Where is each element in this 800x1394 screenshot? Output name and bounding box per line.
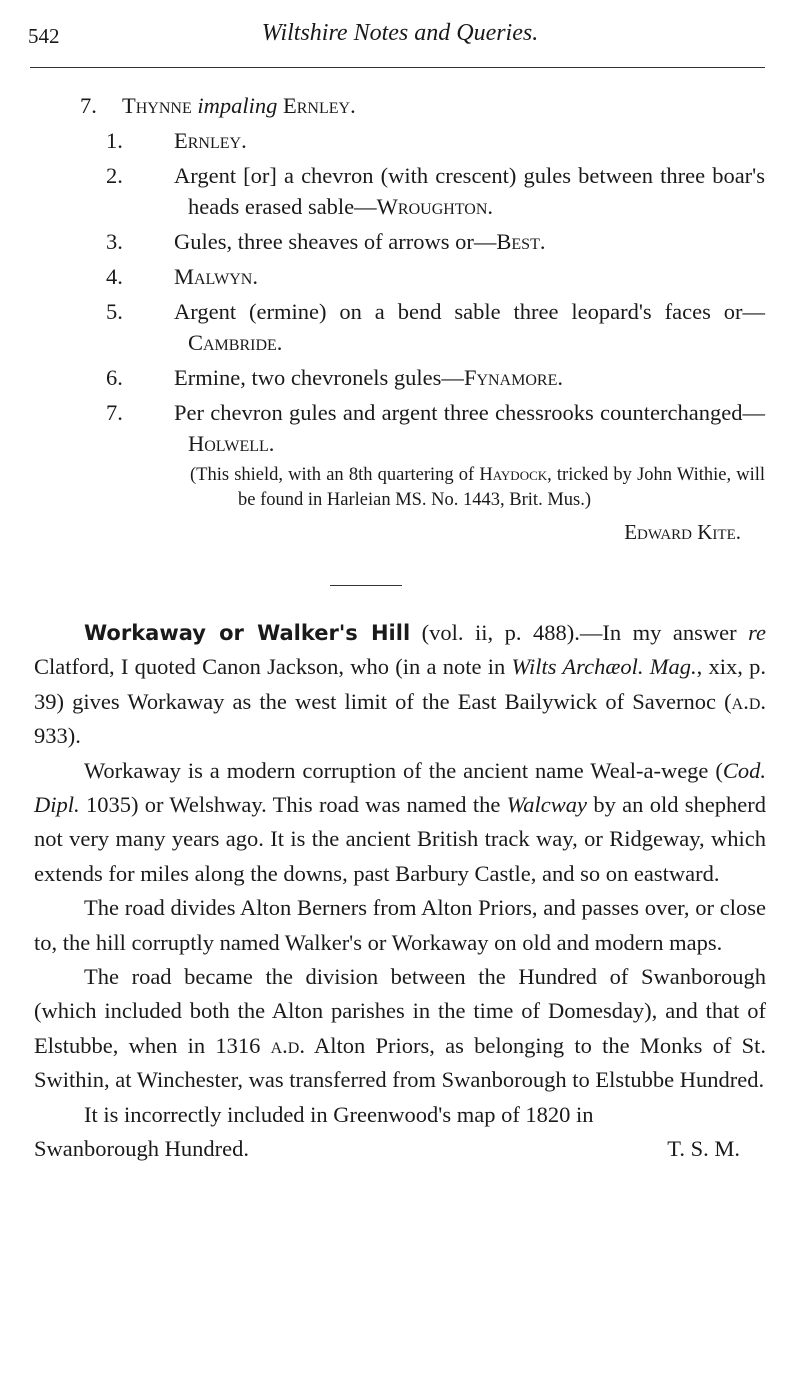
text-run: The road divides Alton Berners from Alton Priors, and passes over, or close to, the hill corruptly named Walker's or Workaway on old and modern maps. [34,895,766,955]
text-run: impaling [197,93,278,118]
item-number: 7. [106,400,123,425]
text-run: Workaway is a modern corruption of the ancient name Weal-a-wege ( [84,757,723,783]
shield-note [190,463,765,513]
text-run: Ermine, two chevronels gules— [174,365,464,390]
text-run: Cambride. [188,330,283,355]
text-run: Per chevron gules and argent three chessrooks counterchanged— [174,400,765,425]
item-text [174,365,563,390]
text-run: Malwyn. [174,264,258,289]
text-run: Cod. Dipl. [34,757,766,818]
text-run: , tricked by John Withie, will be found in Harleian MS. No. 1443, Brit. Mus.) [238,465,766,510]
text-run: 1035) or Welshway. This road was named the [79,792,507,818]
item-text [174,264,258,289]
text-run: Ernley. [277,93,356,118]
paragraph [34,891,766,960]
list-item [106,226,765,257]
heraldry-list [80,90,765,548]
text-run: Alton Priors, as belonging to the Monks of St. Swithin, at Winchester, was transferred from Swanborough to Elstubbe Hundred. [34,1032,766,1093]
text-run: Wilts Archæol. Mag. [511,654,697,680]
item-text [174,229,545,254]
list-item [106,397,765,459]
text-run: Holwell. [188,431,275,456]
text-run: by an old shepherd not very many years ago. It is the ancient British track way, or Ridgeway, which extends for miles along the downs, past Barbury Castle, and so on eastward. [34,792,766,886]
text-run: Clatford, I quoted Canon Jackson, who (in a note in [34,654,512,680]
article-heading: Workaway or Walker's Hill [84,621,411,645]
item-number: 3. [106,229,123,254]
text-run: Ernley. [174,128,247,153]
text-run: Gules, three sheaves of arrows or— [174,229,497,254]
item-number: 5. [106,299,123,324]
text-run: Walcway [506,792,588,818]
text-run: It is incorrectly included in Greenwood's map of 1820 in [84,1101,594,1127]
text-run: Argent (ermine) on a bend sable three leopard's faces or— [174,299,765,324]
item-number: 6. [106,365,123,390]
item-text [122,93,356,118]
text-run: re [748,620,766,645]
list-item [106,296,765,358]
text-run: Haydock [479,465,548,485]
paragraph [34,960,766,1098]
section-divider [330,585,402,586]
list-item [106,125,765,156]
author-initials: T. S. M. [667,1136,740,1162]
text-run: Argent [or] a chevron (with crescent) gules between three boar's heads erased sable— [174,163,765,219]
paragraph [34,616,766,754]
list-item [106,362,765,393]
text-run: (vol. ii, p. 488).—In my answer [410,620,749,645]
item-number: 4. [106,264,123,289]
item-text [174,400,765,456]
item-number: 2. [106,163,123,188]
item-text [174,299,765,355]
text-run: , xix, p. 39) gives Workaway as the west limit of the East Bailywick of Savernoc ( [34,654,766,714]
text-run: (This shield, with an 8th quartering of [190,465,480,485]
paragraph [34,754,766,892]
running-title: Wiltshire Notes and Queries. [261,20,539,46]
text-run: The road became the division between the Hundred of Swanborough (which included both the Alton parishes in the time of Domesday), and that of Elstubbe, when in 1316 [34,964,766,1058]
text-run: Best. [496,229,546,254]
item-number: 7. [80,93,97,118]
quarterings-list [80,125,765,459]
item-number: 1. [106,128,123,153]
header-rule [30,67,765,68]
article-body [34,616,766,1167]
list-item [106,160,765,222]
signature: Edward Kite. [624,520,741,544]
text-run: a.d. [270,1032,305,1058]
text-run: Fynamore. [463,365,563,390]
paragraph [34,1098,766,1132]
text-run: 933). [34,723,81,749]
list-item [106,261,765,292]
closing-text: Swanborough Hundred. [34,1136,249,1162]
text-run: Thynne [122,93,198,118]
text-run: Wroughton. [376,194,494,219]
page-number: 542 [28,24,60,48]
text-run: a.d. [731,688,766,714]
closing-line [34,1132,766,1166]
list-item-thynne [80,90,765,121]
item-text [174,128,247,153]
item-text [174,163,765,219]
